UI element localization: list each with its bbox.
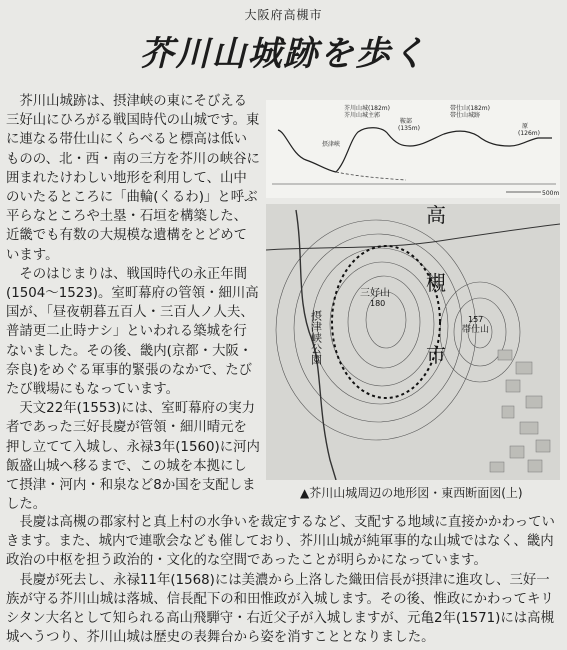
page-title: 芥川山城跡を歩く xyxy=(139,34,428,74)
full-width-text xyxy=(6,513,562,647)
peak1b-label: 芥川山城主郭 xyxy=(344,112,381,119)
east-elev-label: (126m) xyxy=(518,130,540,137)
east-label: 原 xyxy=(522,123,529,130)
paragraph-1: 芥川山城跡は、摂津峡の東にそびえる三好山にひろがる戦国時代の山城です。東に連なる帯仕山にくらべると標高は低いものの、北・西・南の三方を芥川の峡谷に囲まれたけわしい地形を利用して、山中のいたるところに「曲輪(くるわ)」と呼ぶ平らなところや土塁・石垣を構築した、近畿でも有数の大規模な遺構をとどめています。 xyxy=(6,94,260,263)
saddle-elev-label: (135m) xyxy=(398,125,420,132)
scale-label: 500m xyxy=(542,190,560,197)
map-label-miyoshi: 三好山 xyxy=(360,288,390,299)
map-label-tsuki: 槻 xyxy=(426,271,446,295)
map-label-obishi-elev: 157 xyxy=(468,315,484,324)
figure-caption: ▲芥川山城周辺の地形図・東西断面図(上) xyxy=(300,486,523,500)
profile-panel xyxy=(266,100,560,198)
peak2b-label: 帯仕山城跡 xyxy=(450,112,481,119)
place-label: 大阪府高槻市 xyxy=(244,8,323,22)
paragraph-2: そのはじまりは、戦国時代の永正年間(1504〜1523)。室町幕府の管領・細川高国が、「昼夜朝暮五百人・三百人ノ人夫、普請更二止時ナシ」といわれる築城を行ないました。その後、畿内(京都・大阪・奈良)をめぐる軍事的緊張のなかで、たびたび戦場にもなっています。 xyxy=(6,266,259,398)
map-figure xyxy=(266,100,560,480)
peak1-label: 芥川山城(182m) xyxy=(344,105,390,112)
map-label-miyoshi-elev: 180 xyxy=(370,299,386,308)
elevation-profile-and-map xyxy=(266,100,560,480)
map-label-park: 摂津峡公園 xyxy=(309,310,323,365)
map-label-taka: 高 xyxy=(426,203,446,227)
map-label-obishi: 帯仕山 xyxy=(462,325,490,335)
map-label-shi: 市 xyxy=(426,343,446,367)
valley-label: 摂津峡 xyxy=(322,141,341,148)
left-column-text xyxy=(6,92,260,514)
paragraph-4: 長慶は高槻の郡家村と真上村の水争いを裁定するなど、支配する地域に直接かかわっていきます。また、城内で連歌会なども催しており、芥川山城が純軍事的な山城ではなく、畿内政治の中枢を担う政治的・文化的な空間であったことが明らかになっています。 xyxy=(6,515,555,569)
paragraph-5: 長慶が死去し、永禄11年(1568)には美濃から上洛した織田信長が摂津に進攻し、三好一族が守る芥川山城は落城、信長配下の和田惟政が入城します。その後、惟政にかわってキリシタン大名として知られる高山飛騨守・右近父子が入城しますが、元亀2年(1571)には高槻城へうつり、芥川山城は歴史の表舞台から姿を消すこととなりました。 xyxy=(6,572,554,646)
peak2-label: 帯仕山(182m) xyxy=(450,105,490,112)
paragraph-3: 天文22年(1553)には、室町幕府の実力者であった三好長慶が管領・細川晴元を押し立てて入城し、永禄3年(1560)に河内飯盛山城へ移るまで、この城を本拠にして摂津・河内・和泉など8か国を支配しました。 xyxy=(6,401,260,513)
saddle-label: 鞍部 xyxy=(400,118,413,125)
